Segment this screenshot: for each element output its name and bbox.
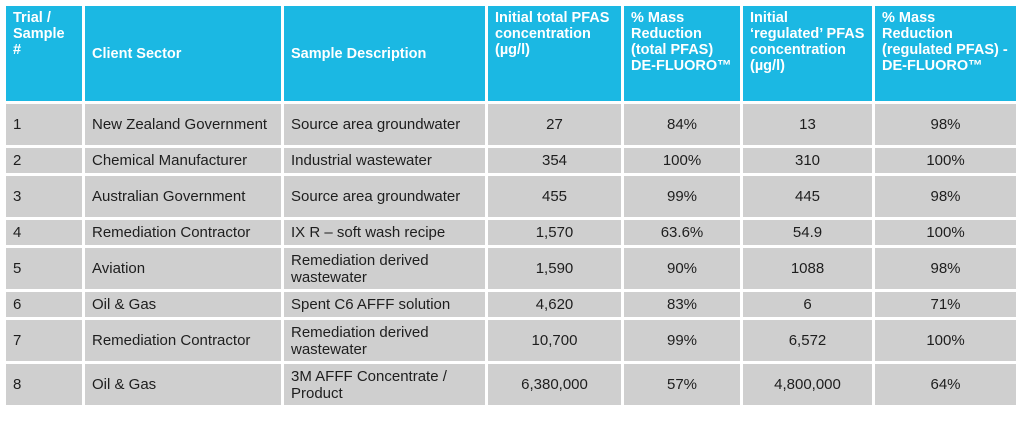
cell-initial-regulated: 6	[742, 291, 874, 319]
cell-trial: 6	[5, 291, 84, 319]
cell-reduction-total: 90%	[623, 247, 742, 291]
table-row	[5, 291, 1018, 319]
cell-trial: 1	[5, 103, 84, 147]
cell-reduction-total: 63.6%	[623, 219, 742, 247]
cell-trial: 8	[5, 363, 84, 407]
header-mass-reduction-regulated: % Mass Reduction (regulated PFAS) - DE-FLUORO™	[874, 5, 1018, 103]
header-sample-description: Sample Description	[283, 5, 487, 103]
cell-reduction-regulated: 100%	[874, 147, 1018, 175]
cell-reduction-total: 83%	[623, 291, 742, 319]
cell-initial-total: 354	[487, 147, 623, 175]
header-row	[5, 5, 1018, 103]
table-row	[5, 147, 1018, 175]
cell-trial: 5	[5, 247, 84, 291]
cell-reduction-regulated: 100%	[874, 319, 1018, 363]
cell-trial: 4	[5, 219, 84, 247]
cell-initial-regulated: 310	[742, 147, 874, 175]
cell-reduction-regulated: 100%	[874, 219, 1018, 247]
cell-sample-description: IX R – soft wash recipe	[283, 219, 487, 247]
header-mass-reduction-total: % Mass Reduction (total PFAS) DE-FLUORO™	[623, 5, 742, 103]
table-row	[5, 219, 1018, 247]
cell-client-sector: Remediation Contractor	[84, 319, 283, 363]
cell-initial-total: 10,700	[487, 319, 623, 363]
cell-client-sector: Chemical Manufacturer	[84, 147, 283, 175]
cell-client-sector: Australian Government	[84, 175, 283, 219]
cell-reduction-total: 99%	[623, 175, 742, 219]
cell-sample-description: Remediation derived wastewater	[283, 247, 487, 291]
table-row	[5, 247, 1018, 291]
cell-sample-description: Source area groundwater	[283, 103, 487, 147]
cell-initial-regulated: 445	[742, 175, 874, 219]
cell-initial-total: 6,380,000	[487, 363, 623, 407]
cell-sample-description: Spent C6 AFFF solution	[283, 291, 487, 319]
cell-client-sector: New Zealand Government	[84, 103, 283, 147]
cell-sample-description: Industrial wastewater	[283, 147, 487, 175]
cell-initial-regulated: 13	[742, 103, 874, 147]
cell-sample-description: Source area groundwater	[283, 175, 487, 219]
cell-initial-total: 455	[487, 175, 623, 219]
cell-sample-description: 3M AFFF Concentrate / Product	[283, 363, 487, 407]
header-initial-regulated-pfas: Initial ‘regulated’ PFAS concentration (µg/l)	[742, 5, 874, 103]
cell-trial: 2	[5, 147, 84, 175]
header-client-sector: Client Sector	[84, 5, 283, 103]
cell-client-sector: Remediation Contractor	[84, 219, 283, 247]
cell-initial-total: 1,590	[487, 247, 623, 291]
cell-trial: 7	[5, 319, 84, 363]
cell-reduction-regulated: 98%	[874, 175, 1018, 219]
cell-sample-description: Remediation derived wastewater	[283, 319, 487, 363]
cell-reduction-regulated: 98%	[874, 247, 1018, 291]
cell-initial-regulated: 54.9	[742, 219, 874, 247]
cell-reduction-total: 100%	[623, 147, 742, 175]
cell-initial-total: 4,620	[487, 291, 623, 319]
table-row	[5, 363, 1018, 407]
header-initial-total-pfas: Initial total PFAS concentration (µg/l)	[487, 5, 623, 103]
cell-initial-regulated: 1088	[742, 247, 874, 291]
cell-client-sector: Oil & Gas	[84, 291, 283, 319]
cell-reduction-regulated: 64%	[874, 363, 1018, 407]
cell-trial: 3	[5, 175, 84, 219]
cell-initial-total: 1,570	[487, 219, 623, 247]
cell-initial-total: 27	[487, 103, 623, 147]
cell-reduction-total: 57%	[623, 363, 742, 407]
table-row	[5, 175, 1018, 219]
cell-initial-regulated: 6,572	[742, 319, 874, 363]
table-row	[5, 319, 1018, 363]
cell-client-sector: Aviation	[84, 247, 283, 291]
cell-reduction-regulated: 71%	[874, 291, 1018, 319]
cell-reduction-total: 84%	[623, 103, 742, 147]
cell-reduction-total: 99%	[623, 319, 742, 363]
table-row	[5, 103, 1018, 147]
cell-initial-regulated: 4,800,000	[742, 363, 874, 407]
header-trial-sample: Trial / Sample #	[5, 5, 84, 103]
pfas-results-table	[3, 3, 1019, 408]
cell-reduction-regulated: 98%	[874, 103, 1018, 147]
cell-client-sector: Oil & Gas	[84, 363, 283, 407]
